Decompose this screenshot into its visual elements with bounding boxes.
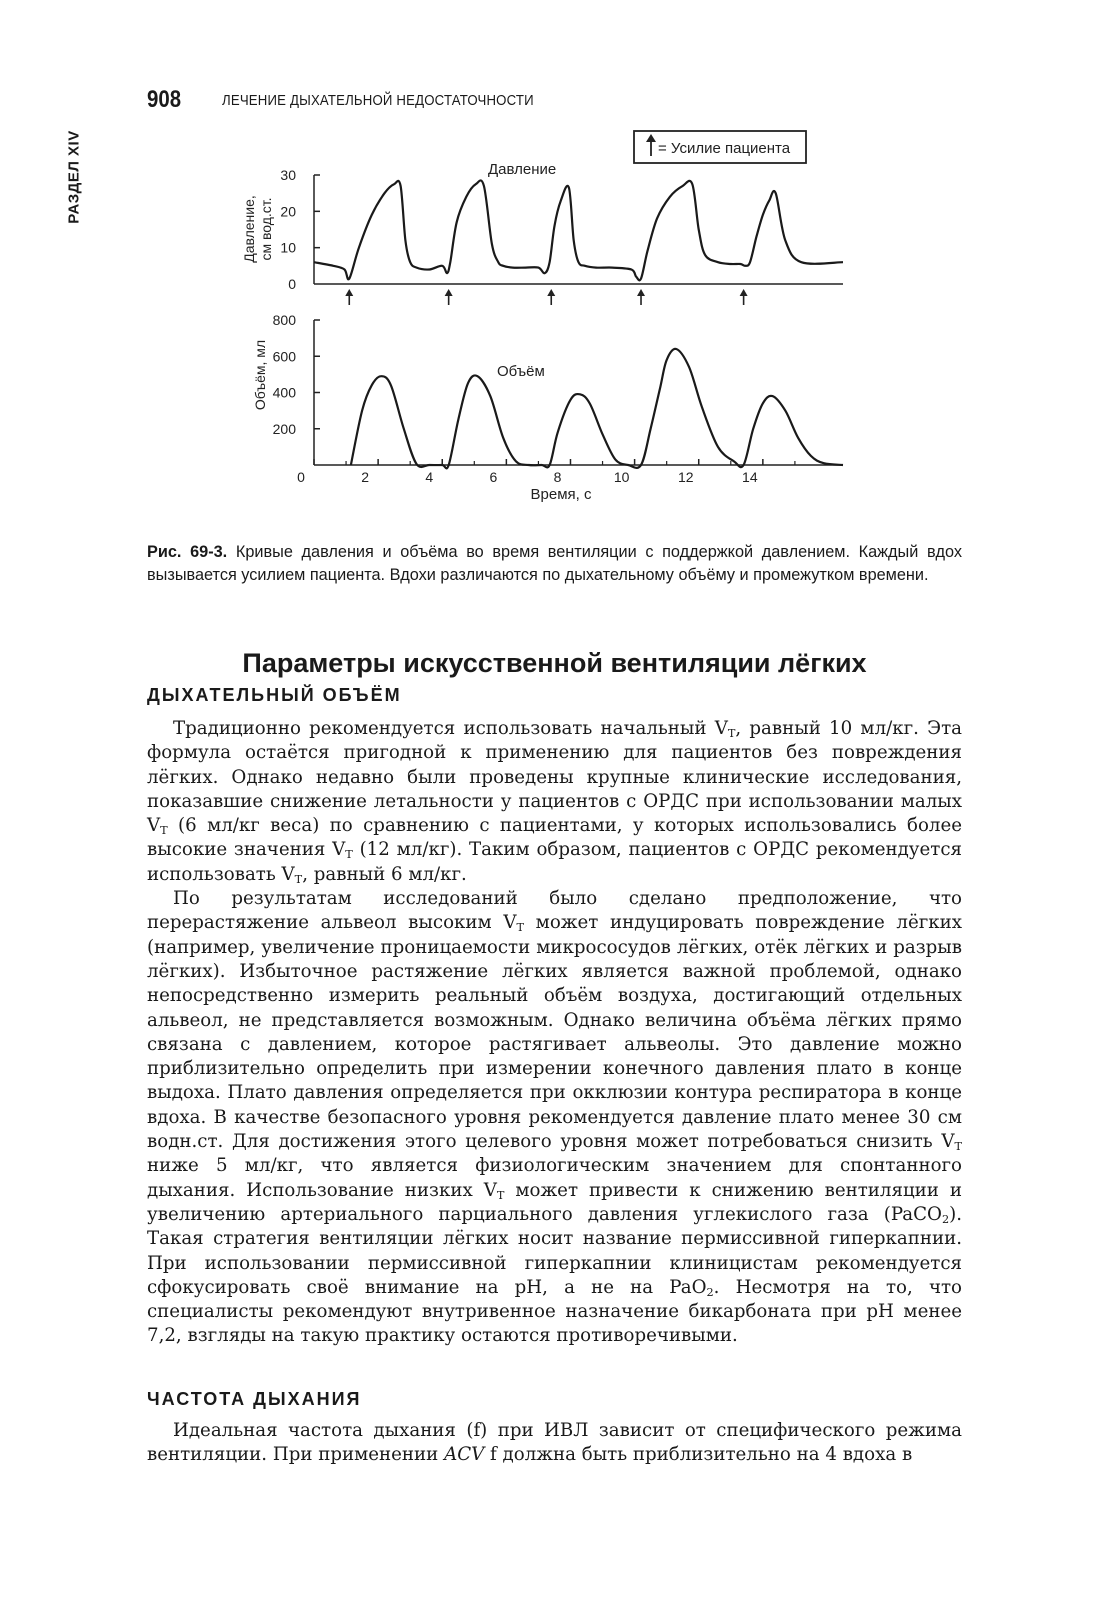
- patient-effort-arrow-icon: [740, 289, 748, 305]
- pressure-tick-label: 0: [288, 276, 296, 292]
- respiratory-rate-text: [147, 1419, 962, 1468]
- section-side-label-text: РАЗДЕЛ XIV: [65, 130, 83, 224]
- x-tick-label: 8: [553, 469, 562, 485]
- subsection-title-respiratory-rate: ЧАСТОТА ДЫХАНИЯ: [147, 1389, 362, 1409]
- figure-caption-label: Рис. 69-3.: [147, 543, 228, 561]
- pressure-tick-label: 30: [280, 167, 296, 183]
- arrow-head: [445, 289, 453, 296]
- volume-y-title: Объём, мл: [252, 339, 268, 411]
- arrow-head: [637, 289, 645, 296]
- figure-caption: [147, 541, 962, 587]
- volume-tick-label: 600: [272, 348, 296, 365]
- figure-caption-text: Кривые давления и объёма во время вентиляции с поддержкой давлением. Каждый вдох вызывается усилием пациента. Вдохи различаются по дыхательному объёму и промежутком времени.: [147, 543, 962, 584]
- legend-arrow-icon: [646, 134, 656, 156]
- arrow-head: [345, 289, 353, 296]
- pressure-tick-label: 20: [280, 203, 296, 220]
- x-tick-label: 10: [613, 469, 630, 485]
- paragraph: Традиционно рекомендуется использовать начальный $V_Т$, равный 10 мл/кг. Эта формула остаётся пригодной к применению для пациентов без повреждения лёгких. Однако недавно были проведены крупные клинические исследования, показавшие снижение летальности у пациентов с ОРДС при использовании малых $V_Т$ (6 мл/кг веса) по сравнению с пациентами, у которых использовались более высокие значения $V_Т$ (12 мл/кг). Таким образом, пациентов с ОРДС рекомендуется использовать $V_Т$, равный 6 мл/кг.: [147, 718, 962, 886]
- paragraph: По результатам исследований было сделано предположение, что перерастяжение альвеол высоким $V_Т$ может индуцировать повреждение лёгких (например, увеличение проницаемости микрососудов лёгких, отёк лёгких и разрыв лёгких). Избыточное растяжение лёгких является важной проблемой, однако непосредственно измерить реальный объём воздуха, достигающий отдельных альвеол, не представляется возможным. Однако величина объёма лёгких прямо связана с давлением, которое растягивает альвеолы. Это давление можно приблизительно определить при измерении конечного давления плато в конце выдоха. Плато давления определяется при окклюзии контура респиратора в конце вдоха. В качестве безопасного уровня рекомендуется давление плато менее 30 см водн.ст. Для достижения этого целевого уровня может потребоваться снизить $V_Т$ ниже 5 мл/кг, что является физиологическим значением для спонтанного дыхания. Использование низких $V_Т$ может привести к снижению вентиляции и увеличению артериального парциального давления углекислого газа (PaCO$_2$). Такая стратегия вентиляции лёгких носит название пермиссивной гиперкапнии. При использовании пермиссивной гиперкапнии клиницистам рекомендуется сфокусировать своё внимание на pH, а не на PaO$_2$. Несмотря на то, что специалисты рекомендуют внутривенное назначение бикарбоната при pH менее 7,2, взгляды на такую практику остаются противоречивыми.: [147, 888, 962, 1347]
- page-number: 908: [147, 86, 182, 113]
- volume-tick-label: 200: [272, 420, 296, 437]
- patient-effort-arrow-icon: [547, 289, 555, 305]
- x-tick-label: 6: [489, 469, 498, 485]
- pressure-y-title-line1: Давление,: [241, 195, 257, 263]
- volume-curve: [351, 349, 843, 469]
- volume-tick-label: 800: [272, 312, 296, 328]
- patient-effort-arrow-icon: [637, 289, 645, 305]
- volume-tick-label: 400: [272, 384, 296, 401]
- arrow-head: [547, 289, 555, 296]
- x-axis-title: Время, с: [530, 486, 592, 503]
- pressure-curve: [314, 180, 843, 280]
- x-tick-label: 12: [677, 469, 694, 485]
- x-tick-label: 4: [425, 469, 434, 485]
- x-tick-label: 0: [297, 469, 305, 485]
- patient-effort-arrow-icon: [445, 289, 453, 305]
- arrow-head: [740, 289, 748, 296]
- pressure-curve-label: Давление: [488, 161, 557, 178]
- volume-curve-label: Объём: [497, 363, 545, 380]
- section-title: Параметры искусственной вентиляции лёгких: [242, 648, 867, 678]
- pressure-tick-label: 10: [280, 239, 296, 256]
- x-tick-label: 14: [742, 469, 758, 485]
- x-tick-label: 2: [361, 469, 370, 485]
- patient-effort-arrow-icon: [345, 289, 353, 305]
- tidal-volume-text: [147, 717, 962, 1349]
- running-head: ЛЕЧЕНИЕ ДЫХАТЕЛЬНОЙ НЕДОСТАТОЧНОСТИ: [222, 92, 534, 109]
- paragraph: Идеальная частота дыхания (f) при ИВЛ зависит от специфического режима вентиляции. При применении ACV f должна быть приблизительно на 4 вдоха в: [147, 1420, 962, 1466]
- pressure-volume-figure: [0, 0, 1100, 530]
- legend-text: = Усилие пациента: [658, 140, 791, 157]
- pressure-y-title-line2: см вод.ст.: [258, 197, 274, 261]
- subsection-title-tidal-volume: ДЫХАТЕЛЬНЫЙ ОБЪЁМ: [147, 685, 402, 705]
